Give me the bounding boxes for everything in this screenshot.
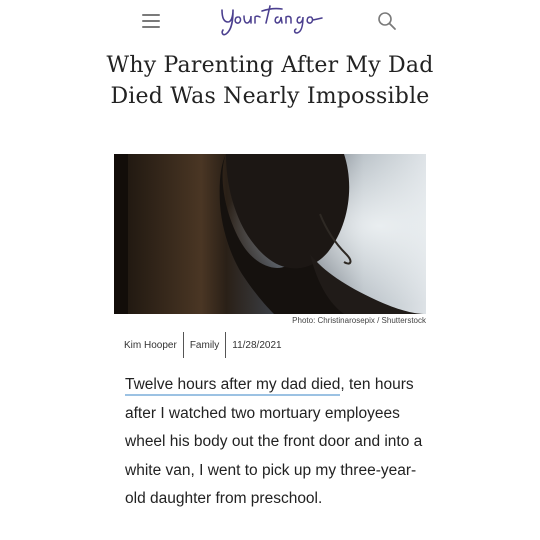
hero-image xyxy=(114,154,426,314)
search-icon[interactable] xyxy=(377,11,397,31)
article-body xyxy=(125,371,425,514)
article-inline-link[interactable]: Twelve hours after my dad died xyxy=(125,376,340,396)
publish-date: 11/28/2021 xyxy=(232,339,282,351)
yourtango-logo[interactable] xyxy=(212,2,328,38)
article-byline xyxy=(124,332,282,358)
author-link[interactable]: Kim Hooper xyxy=(124,339,177,351)
byline-divider xyxy=(225,332,226,358)
article-title: Why Parenting After My Dad Died Was Nearly Impossible xyxy=(106,53,434,109)
site-header xyxy=(0,0,540,44)
byline-divider xyxy=(183,332,184,358)
photo-credit: Photo: Christinarosepix / Shutterstock xyxy=(292,316,426,325)
category-link[interactable]: Family xyxy=(189,339,220,351)
hamburger-menu-icon[interactable] xyxy=(142,14,160,28)
article-lead-text: , ten hours after I watched two mortuary employees wheel his body out the front door and into a white van, I went to pick up my three-year-old daughter from preschool. xyxy=(125,376,423,507)
